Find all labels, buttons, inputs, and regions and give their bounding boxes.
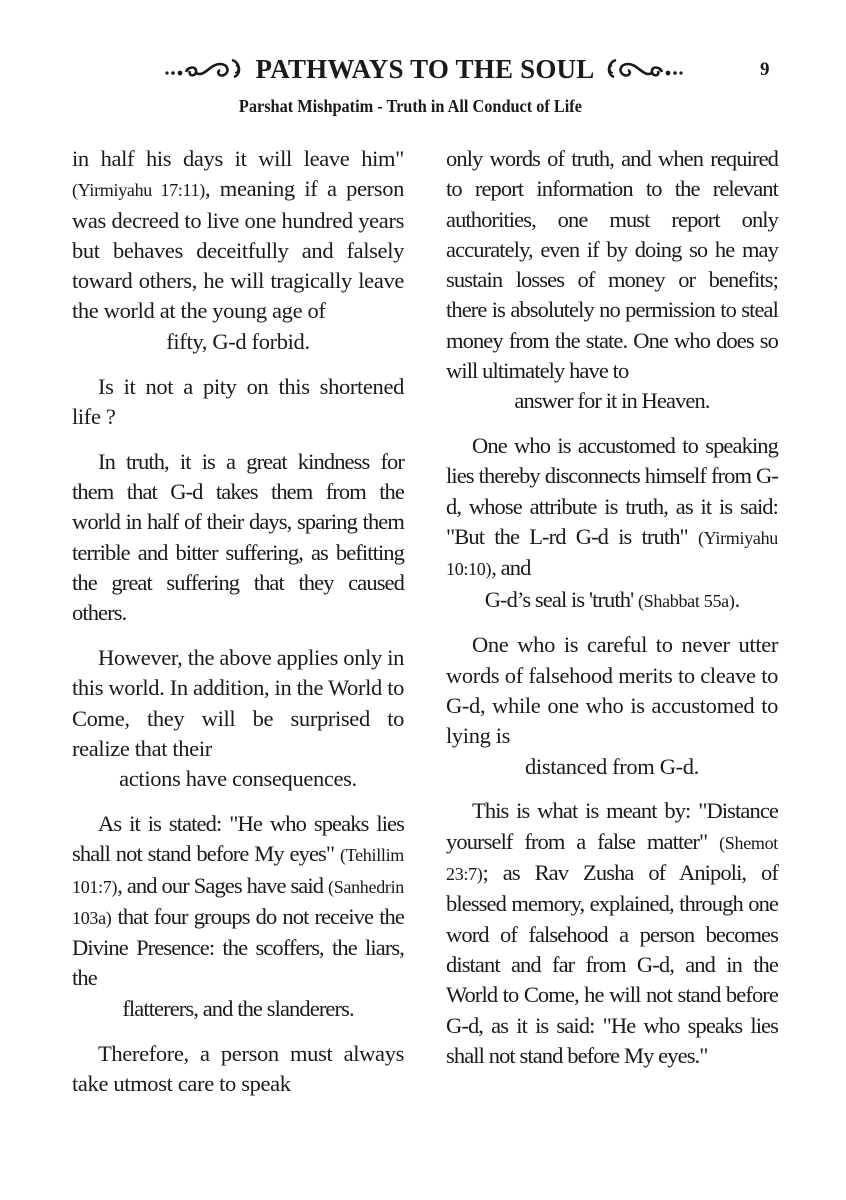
paragraph-text: As it is stated: "He who speaks lies shall not stand before My eyes" <box>72 810 404 867</box>
citation: (Sanhedrin 103a) <box>72 876 404 928</box>
paragraph <box>446 144 778 417</box>
page-header <box>0 52 846 92</box>
right-column <box>446 144 778 1086</box>
citation: (Shabbat 55a) <box>637 590 735 611</box>
chapter-subtitle <box>0 94 846 118</box>
paragraph-text: , meaning if a person was decreed to live one hundred years but behaves deceitfully and falsely toward others, he will tragically leave the world at the young age of <box>72 176 405 324</box>
paragraph-last-line: answer for it in Heaven. <box>514 388 710 414</box>
citation: (Yirmiyahu 10:10) <box>446 528 778 580</box>
paragraph-text: ; as Rav Zusha of Anipoli, of blessed memory, explained, through one word of falsehood a person becomes distant and far from G-d, and in the World to Come, he will not stand before G-d, as it is said: "He who speaks lies shall not stand before My eyes." <box>446 860 778 1068</box>
paragraph <box>72 372 404 433</box>
paragraph-text: G-d’s seal is 'truth' <box>484 586 638 612</box>
paragraph-text: in half his days it will leave him" <box>72 146 404 171</box>
paragraph-text: . <box>734 586 740 612</box>
book-title: PATHWAYS TO THE SOUL <box>255 54 595 84</box>
paragraph-text: that four groups do not receive the Divine Presence: the scoffers, the liars, the <box>72 903 404 991</box>
left-column <box>72 144 404 1114</box>
paragraph <box>446 630 778 781</box>
paragraph-last-line: actions have consequences. <box>119 766 357 792</box>
paragraph-text: , and <box>491 555 531 581</box>
paragraph-last-line <box>446 585 778 616</box>
paragraph <box>446 796 778 1071</box>
paragraph-text: In truth, it is a great kindness for them that G-d takes them from the world in half of their days, sparing them terrible and bitter suffering, as befitting the great suffering that they caused others. <box>72 448 404 626</box>
paragraph-text: This is what is meant by: "Distance yourself from a false matter" <box>446 798 778 854</box>
paragraph-text: One who is accustomed to speaking lies thereby disconnects himself from G-d, whose attribute is truth, as it is said: "But the L-rd G-d is truth" <box>446 433 778 550</box>
paragraph-last-line: distanced from G-d. <box>525 753 699 779</box>
paragraph-text: One who is careful to never utter words of falsehood merits to cleave to G-d, while one who is accustomed to lying is <box>446 632 778 749</box>
page-number: 9 <box>760 59 770 80</box>
subtitle-text: Parshat Mishpatim - Truth in All Conduct of Life <box>238 96 582 116</box>
citation: (Yirmiyahu 17:11) <box>72 180 205 201</box>
flourish-ornament-left-icon <box>164 56 252 82</box>
paragraph-last-line: fifty, G-d forbid. <box>166 328 310 354</box>
paragraph-text: Is it not a pity on this shortened life ? <box>72 373 404 429</box>
paragraph <box>72 447 404 629</box>
running-title <box>130 52 720 86</box>
citation: (Tehillim 101:7) <box>72 845 404 897</box>
paragraph-text: Therefore, a person must always take utmost care to speak <box>72 1040 404 1096</box>
citation: (Shemot 23:7) <box>446 832 778 885</box>
paragraph <box>72 144 404 357</box>
flourish-ornament-right-icon <box>598 56 686 82</box>
paragraph-text: However, the above applies only in this world. In addition, in the World to Come, they will be surprised to realize that their <box>72 644 404 761</box>
paragraph <box>72 809 404 1024</box>
paragraph <box>446 431 778 616</box>
paragraph <box>72 1039 404 1100</box>
paragraph <box>72 643 404 794</box>
paragraph-last-line: flatterers, and the slanderers. <box>122 995 354 1021</box>
paragraph-text: , and our Sages have said <box>117 872 329 898</box>
paragraph-text: only words of truth, and when required to report information to the relevant authorities, one must report only accurately, even if by doing so he may sustain losses of money or benefits; there is absolutely no permission to steal money from the state. One who does so will ultimately have to <box>446 146 778 384</box>
